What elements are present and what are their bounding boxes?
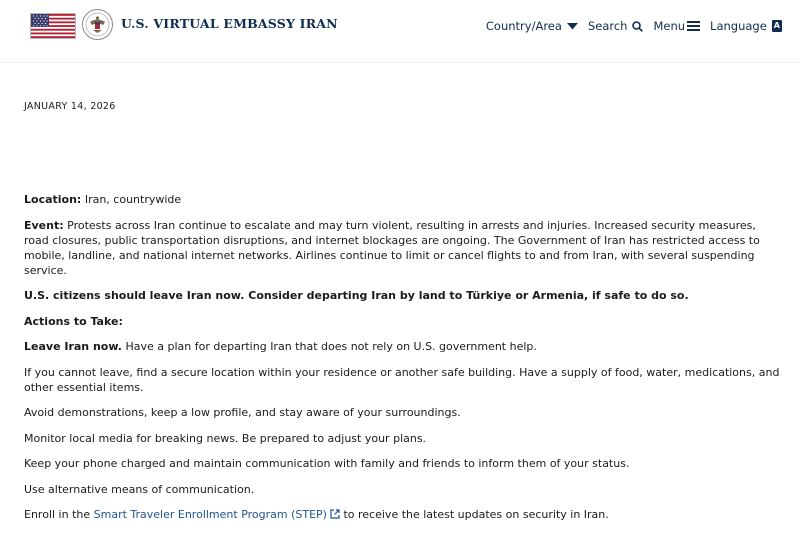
leave-label: Leave Iran now.: [24, 340, 122, 353]
warning-text: U.S. citizens should leave Iran now. Consider departing Iran by land to Türkiye or Armenia, if safe to do so.: [24, 289, 689, 302]
actions-heading: [24, 314, 784, 329]
monitor-paragraph: Monitor local media for breaking news. Be prepared to adjust your plans.: [24, 431, 427, 445]
menu-icon: [687, 21, 700, 31]
leave-text: Have a plan for departing Iran that does not rely on U.S. government help.: [125, 340, 537, 353]
search-icon: [632, 21, 643, 32]
language-icon: A: [773, 21, 780, 30]
site-header: [0, 0, 800, 63]
language-button[interactable]: [710, 19, 782, 33]
enroll-paragraph: [24, 507, 784, 523]
phone-paragraph: Keep your phone charged and maintain communication with family and friends to inform them of your status.: [24, 457, 630, 470]
embassy-seal-icon[interactable]: [82, 9, 113, 40]
actions-heading-text: Actions to Take:: [24, 314, 123, 328]
warning-paragraph: [24, 288, 784, 303]
enroll-prefix: Enroll in the: [24, 508, 91, 521]
caret-down-icon: [567, 23, 578, 30]
enroll-suffix: to receive the latest updates on security in Iran.: [343, 508, 609, 521]
leave-paragraph: [24, 339, 784, 354]
menu-button[interactable]: [653, 19, 700, 33]
secure-location-paragraph: If you cannot leave, find a secure location within your residence or another safe building. Have a supply of food, water, medications, and other essential items.: [24, 365, 780, 394]
step-link[interactable]: [94, 508, 340, 521]
avoid-paragraph: Avoid demonstrations, keep a low profile, and stay aware of your surroundings.: [24, 406, 461, 419]
event-text: Protests across Iran continue to escalate and may turn violent, resulting in arrests and injuries. Increased security measures, road closures, public transportation disruptions, and internet blockages are ongoing. The Government of Iran has restricted access to mobile, landline, and national internet networks. Airlines continue to limit or cancel flights to and from Iran, with several suspending service.: [24, 218, 760, 277]
language-label: Language: [710, 19, 767, 33]
alternative-comm-paragraph: Use alternative means of communication.: [24, 482, 255, 496]
step-link-text: Smart Traveler Enrollment Program (STEP): [93, 508, 327, 521]
location-paragraph: [24, 192, 784, 207]
external-link-icon: [330, 508, 340, 523]
menu-label: Menu: [653, 19, 686, 33]
event-label: Event:: [24, 218, 64, 232]
site-title[interactable]: U.S. VIRTUAL EMBASSY IRAN: [121, 16, 338, 31]
us-flag-icon[interactable]: [30, 13, 76, 39]
article-body: [24, 192, 784, 534]
search-label: Search: [587, 19, 628, 33]
country-area-dropdown[interactable]: [486, 19, 578, 33]
location-text: Iran, countrywide: [84, 193, 182, 206]
main-nav: [476, 19, 782, 33]
location-label: Location:: [24, 193, 82, 206]
search-button[interactable]: [588, 19, 644, 33]
article-date: JANUARY 14, 2026: [24, 101, 116, 112]
country-area-label: Country/Area: [485, 19, 562, 33]
event-paragraph: [24, 218, 784, 278]
